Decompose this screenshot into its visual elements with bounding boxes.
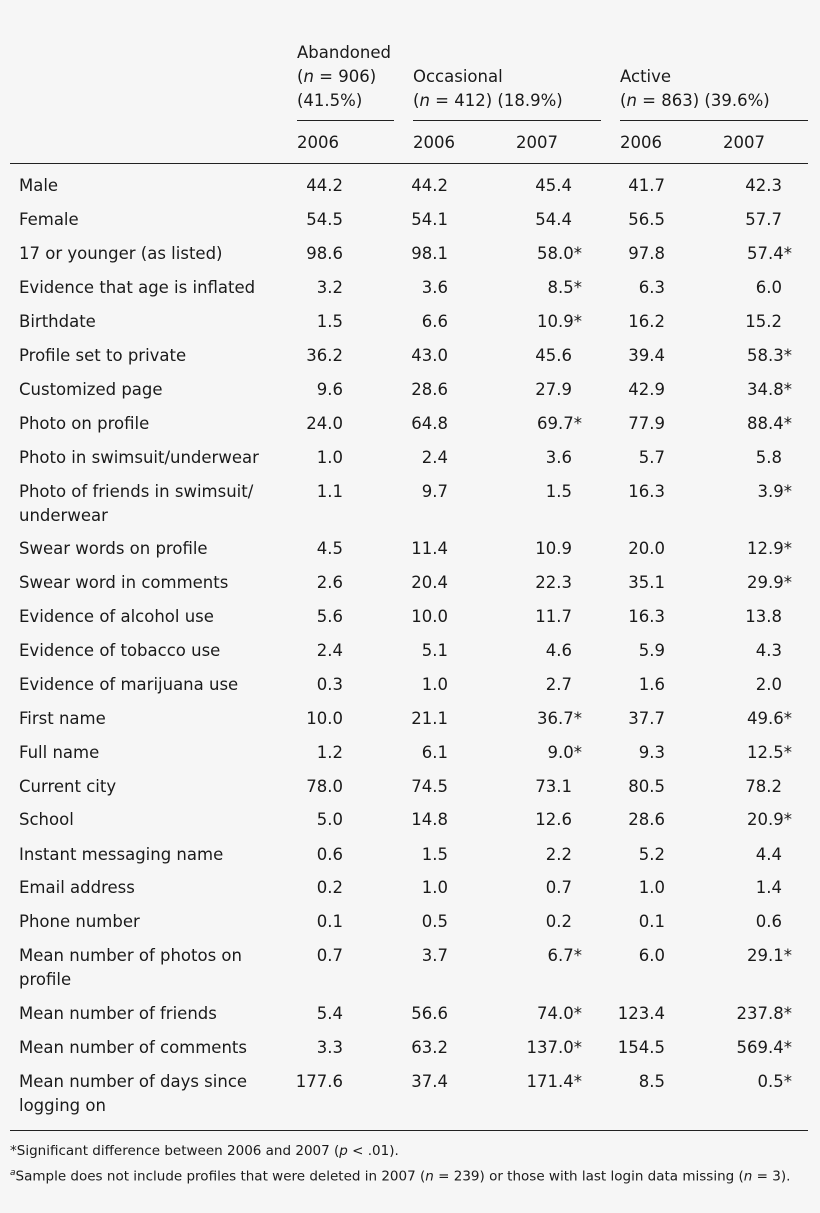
row-label: Male bbox=[19, 176, 59, 195]
row-label: Swear words on profile bbox=[19, 539, 208, 558]
row-cell: 0.3 bbox=[316, 675, 343, 694]
row-cell: 0.7 bbox=[316, 946, 343, 965]
row-cell: 3.3 bbox=[316, 1038, 343, 1057]
row-cell: 44.2 bbox=[411, 176, 448, 195]
row-cell: 1.5 bbox=[421, 845, 448, 864]
row-cell: 569.4* bbox=[736, 1038, 792, 1057]
row-cell: 0.6 bbox=[755, 912, 782, 931]
row-cell: 177.6 bbox=[295, 1072, 343, 1091]
row-label: School bbox=[19, 810, 74, 829]
row-cell: 34.8* bbox=[747, 380, 792, 399]
row-cell: 42.9 bbox=[628, 380, 665, 399]
row-cell: 5.4 bbox=[316, 1004, 343, 1023]
row-cell: 2.0 bbox=[755, 675, 782, 694]
row-label: Full name bbox=[19, 743, 100, 762]
row-cell: 1.5 bbox=[545, 482, 572, 501]
row-cell: 5.0 bbox=[316, 810, 343, 829]
row-cell: 1.0 bbox=[316, 448, 343, 467]
note-significance: *Significant difference between 2006 and 2007 (p < .01). bbox=[10, 1143, 399, 1159]
row-label: Photo in swimsuit/underwear bbox=[19, 448, 259, 467]
row-cell: 3.6 bbox=[545, 448, 572, 467]
year-occasional-2006: 2006 bbox=[413, 133, 455, 152]
row-cell: 0.6 bbox=[316, 845, 343, 864]
row-cell: 39.4 bbox=[628, 346, 665, 365]
row-cell: 45.4 bbox=[535, 176, 572, 195]
row-cell: 42.3 bbox=[745, 176, 782, 195]
row-cell: 56.5 bbox=[628, 210, 665, 229]
row-cell: 74.5 bbox=[411, 777, 448, 796]
row-cell: 3.2 bbox=[316, 278, 343, 297]
row-cell: 22.3 bbox=[535, 573, 572, 592]
row-cell: 3.6 bbox=[421, 278, 448, 297]
header-occasional-n: (n = 412) (18.9%) bbox=[413, 91, 563, 110]
row-cell: 63.2 bbox=[411, 1038, 448, 1057]
row-cell: 8.5 bbox=[638, 1072, 665, 1091]
row-cell: 28.6 bbox=[411, 380, 448, 399]
row-cell: 16.2 bbox=[628, 312, 665, 331]
row-cell: 171.4* bbox=[526, 1072, 582, 1091]
row-cell: 77.9 bbox=[628, 414, 665, 433]
note-marker: a bbox=[10, 1168, 16, 1178]
row-cell: 14.8 bbox=[411, 810, 448, 829]
row-cell: 35.1 bbox=[628, 573, 665, 592]
row-cell: 80.5 bbox=[628, 777, 665, 796]
row-cell: 1.2 bbox=[316, 743, 343, 762]
row-label: Evidence of tobacco use bbox=[19, 641, 221, 660]
row-label: Instant messaging name bbox=[19, 845, 224, 864]
row-label: First name bbox=[19, 709, 106, 728]
row-cell: 12.6 bbox=[535, 810, 572, 829]
row-cell: 20.4 bbox=[411, 573, 448, 592]
row-label: Birthdate bbox=[19, 312, 96, 331]
row-cell: 0.1 bbox=[316, 912, 343, 931]
row-cell: 154.5 bbox=[617, 1038, 665, 1057]
bottom-rule bbox=[10, 1130, 808, 1131]
row-cell: 3.9* bbox=[757, 482, 792, 501]
group-rule-abandoned bbox=[297, 120, 394, 121]
row-cell: 6.1 bbox=[421, 743, 448, 762]
header-active-title: Active bbox=[620, 67, 672, 86]
row-cell: 20.0 bbox=[628, 539, 665, 558]
row-cell: 88.4* bbox=[747, 414, 792, 433]
row-cell: 2.7 bbox=[545, 675, 572, 694]
row-label: Mean number of comments bbox=[19, 1038, 247, 1057]
row-cell: 4.6 bbox=[545, 641, 572, 660]
row-cell: 9.3 bbox=[638, 743, 665, 762]
row-cell: 58.0* bbox=[537, 244, 582, 263]
row-cell: 20.9* bbox=[747, 810, 792, 829]
row-cell: 29.1* bbox=[747, 946, 792, 965]
note-sample bbox=[10, 1162, 790, 1188]
row-label: Customized page bbox=[19, 380, 163, 399]
row-cell: 69.7* bbox=[537, 414, 582, 433]
note-sample-text: Sample does not include profiles that were deleted in 2007 (n = 239) or those with last login data missing (n = 3). bbox=[15, 1168, 791, 1185]
row-cell: 54.5 bbox=[306, 210, 343, 229]
row-cell: 37.4 bbox=[411, 1072, 448, 1091]
row-cell: 5.9 bbox=[638, 641, 665, 660]
year-abandoned-2006: 2006 bbox=[297, 133, 339, 152]
group-rule-occasional bbox=[413, 120, 601, 121]
row-cell: 10.0 bbox=[411, 607, 448, 626]
row-cell: 56.6 bbox=[411, 1004, 448, 1023]
row-cell: 78.2 bbox=[745, 777, 782, 796]
row-cell: 98.1 bbox=[411, 244, 448, 263]
row-cell: 29.9* bbox=[747, 573, 792, 592]
row-cell: 137.0* bbox=[526, 1038, 582, 1057]
row-cell: 97.8 bbox=[628, 244, 665, 263]
row-cell: 57.7 bbox=[745, 210, 782, 229]
header-active-n: (n = 863) (39.6%) bbox=[620, 91, 770, 110]
row-cell: 24.0 bbox=[306, 414, 343, 433]
row-cell: 49.6* bbox=[747, 709, 792, 728]
row-cell: 12.5* bbox=[747, 743, 792, 762]
row-cell: 10.9 bbox=[535, 539, 572, 558]
row-cell: 5.1 bbox=[421, 641, 448, 660]
row-cell: 73.1 bbox=[535, 777, 572, 796]
row-cell: 5.8 bbox=[755, 448, 782, 467]
row-cell: 36.7* bbox=[537, 709, 582, 728]
row-cell: 1.1 bbox=[316, 482, 343, 501]
row-cell: 16.3 bbox=[628, 482, 665, 501]
row-cell: 11.4 bbox=[411, 539, 448, 558]
row-label: Photo of friends in swimsuit/ underwear bbox=[19, 482, 254, 525]
row-cell: 64.8 bbox=[411, 414, 448, 433]
header-occasional-title: Occasional bbox=[413, 67, 503, 86]
row-cell: 11.7 bbox=[535, 607, 572, 626]
row-label: Current city bbox=[19, 777, 117, 796]
header-abandoned-n: (n = 906) bbox=[297, 67, 377, 86]
row-cell: 74.0* bbox=[537, 1004, 582, 1023]
row-cell: 0.5* bbox=[757, 1072, 792, 1091]
row-cell: 36.2 bbox=[306, 346, 343, 365]
row-cell: 5.7 bbox=[638, 448, 665, 467]
row-cell: 21.1 bbox=[411, 709, 448, 728]
row-cell: 15.2 bbox=[745, 312, 782, 331]
row-cell: 0.5 bbox=[421, 912, 448, 931]
row-cell: 4.5 bbox=[316, 539, 343, 558]
row-label: Photo on profile bbox=[19, 414, 150, 433]
row-label: Mean number of photos on profile bbox=[19, 946, 242, 989]
row-label: Evidence of marijuana use bbox=[19, 675, 239, 694]
row-cell: 0.1 bbox=[638, 912, 665, 931]
year-active-2006: 2006 bbox=[620, 133, 662, 152]
row-cell: 9.6 bbox=[316, 380, 343, 399]
row-cell: 10.9* bbox=[537, 312, 582, 331]
row-cell: 28.6 bbox=[628, 810, 665, 829]
header-active bbox=[620, 65, 770, 113]
row-cell: 44.2 bbox=[306, 176, 343, 195]
row-cell: 6.0 bbox=[638, 946, 665, 965]
row-cell: 3.7 bbox=[421, 946, 448, 965]
header-abandoned-pct: (41.5%) bbox=[297, 91, 363, 110]
row-cell: 1.5 bbox=[316, 312, 343, 331]
row-cell: 1.4 bbox=[755, 878, 782, 897]
row-label: Email address bbox=[19, 878, 135, 897]
row-cell: 6.0 bbox=[755, 278, 782, 297]
row-cell: 41.7 bbox=[628, 176, 665, 195]
row-cell: 0.2 bbox=[316, 878, 343, 897]
row-cell: 57.4* bbox=[747, 244, 792, 263]
row-cell: 4.3 bbox=[755, 641, 782, 660]
row-cell: 5.2 bbox=[638, 845, 665, 864]
row-cell: 1.0 bbox=[421, 675, 448, 694]
row-cell: 2.4 bbox=[421, 448, 448, 467]
header-abandoned bbox=[297, 41, 391, 113]
row-cell: 54.4 bbox=[535, 210, 572, 229]
row-label: Profile set to private bbox=[19, 346, 187, 365]
row-cell: 2.6 bbox=[316, 573, 343, 592]
row-cell: 0.2 bbox=[545, 912, 572, 931]
row-cell: 2.4 bbox=[316, 641, 343, 660]
row-cell: 27.9 bbox=[535, 380, 572, 399]
header-occasional bbox=[413, 65, 563, 113]
row-cell: 1.0 bbox=[638, 878, 665, 897]
row-label: Mean number of friends bbox=[19, 1004, 217, 1023]
row-cell: 98.6 bbox=[306, 244, 343, 263]
row-cell: 45.6 bbox=[535, 346, 572, 365]
row-label: Female bbox=[19, 210, 79, 229]
row-cell: 9.0* bbox=[547, 743, 582, 762]
row-cell: 6.3 bbox=[638, 278, 665, 297]
row-cell: 8.5* bbox=[547, 278, 582, 297]
row-label: Evidence of alcohol use bbox=[19, 607, 214, 626]
header-abandoned-title: Abandoned bbox=[297, 43, 391, 62]
row-cell: 43.0 bbox=[411, 346, 448, 365]
group-rule-active bbox=[620, 120, 808, 121]
row-cell: 0.7 bbox=[545, 878, 572, 897]
header-rule bbox=[10, 163, 808, 164]
row-cell: 2.2 bbox=[545, 845, 572, 864]
row-label: Phone number bbox=[19, 912, 140, 931]
row-cell: 1.6 bbox=[638, 675, 665, 694]
row-cell: 12.9* bbox=[747, 539, 792, 558]
row-label: Mean number of days since logging on bbox=[19, 1072, 248, 1115]
row-cell: 78.0 bbox=[306, 777, 343, 796]
row-cell: 54.1 bbox=[411, 210, 448, 229]
row-cell: 13.8 bbox=[745, 607, 782, 626]
row-cell: 123.4 bbox=[617, 1004, 665, 1023]
row-cell: 1.0 bbox=[421, 878, 448, 897]
row-label: 17 or younger (as listed) bbox=[19, 244, 223, 263]
row-cell: 5.6 bbox=[316, 607, 343, 626]
year-occasional-2007: 2007 bbox=[516, 133, 558, 152]
row-label: Swear word in comments bbox=[19, 573, 229, 592]
row-cell: 4.4 bbox=[755, 845, 782, 864]
row-label: Evidence that age is inflated bbox=[19, 278, 256, 297]
row-cell: 10.0 bbox=[306, 709, 343, 728]
row-cell: 9.7 bbox=[421, 482, 448, 501]
row-cell: 37.7 bbox=[628, 709, 665, 728]
row-cell: 237.8* bbox=[736, 1004, 792, 1023]
row-cell: 6.6 bbox=[421, 312, 448, 331]
year-active-2007: 2007 bbox=[723, 133, 765, 152]
row-cell: 16.3 bbox=[628, 607, 665, 626]
row-cell: 58.3* bbox=[747, 346, 792, 365]
row-cell: 6.7* bbox=[547, 946, 582, 965]
